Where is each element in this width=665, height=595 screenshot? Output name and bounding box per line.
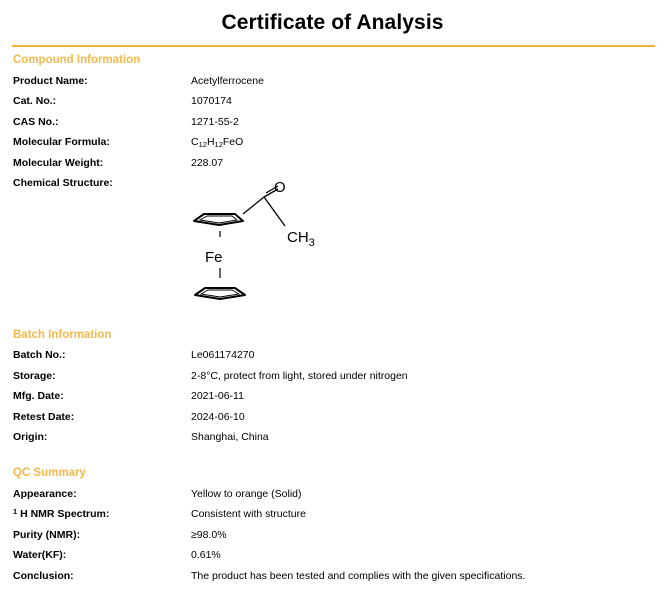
formula-carbon: C (191, 136, 199, 148)
storage-label: Storage: (13, 370, 56, 382)
product-name-label: Product Name: (13, 75, 88, 87)
cas-no-value: 1271-55-2 (191, 116, 239, 128)
ring-to-carbonyl-bond (243, 197, 264, 214)
batch-no-label: Batch No.: (13, 349, 66, 361)
purity-label: Purity (NMR): (13, 529, 81, 541)
formula-hydrogen: H (206, 136, 215, 148)
cat-no-value: 1070174 (191, 95, 232, 107)
hnmr-label-superscript: 1 (13, 507, 18, 516)
oxygen-atom: O (274, 179, 286, 196)
carbonyl-to-methyl-bond (264, 197, 285, 226)
formula-carbon-count: 12 (198, 140, 207, 149)
purity-value: ≥98.0% (191, 529, 227, 541)
section-heading-qc: QC Summary (13, 467, 86, 479)
hnmr-value: Consistent with structure (191, 508, 306, 520)
molecular-formula-value (191, 136, 243, 148)
appearance-value: Yellow to orange (Solid) (191, 488, 302, 500)
product-name-value: Acetylferrocene (191, 75, 264, 87)
origin-label: Origin: (13, 431, 48, 443)
mfg-date-label: Mfg. Date: (13, 390, 64, 402)
hnmr-label (13, 508, 109, 520)
conclusion-value: The product has been tested and complies with the given specifications. (191, 570, 526, 582)
title-divider (12, 45, 655, 47)
cat-no-label: Cat. No.: (13, 95, 57, 107)
storage-value: 2-8°C, protect from light, stored under nitrogen (191, 370, 408, 382)
mfg-date-value: 2021-06-11 (191, 390, 244, 402)
hnmr-label-text: H NMR Spectrum: (17, 508, 110, 520)
section-heading-compound: Compound Information (13, 54, 141, 66)
page-title: Certificate of Analysis (221, 11, 444, 34)
batch-no-value: Le061174270 (191, 349, 255, 361)
methyl-group (287, 229, 315, 249)
molecular-formula-label: Molecular Formula: (13, 136, 110, 148)
origin-value: Shanghai, China (191, 431, 269, 443)
methyl-group-subscript: 3 (308, 237, 315, 249)
cas-no-label: CAS No.: (13, 116, 59, 128)
formula-rest: FeO (222, 136, 244, 148)
retest-date-value: 2024-06-10 (191, 411, 245, 423)
section-heading-batch: Batch Information (13, 329, 112, 341)
appearance-label: Appearance: (13, 488, 77, 500)
retest-date-label: Retest Date: (13, 411, 75, 423)
water-label: Water(KF): (13, 549, 67, 561)
methyl-group-label: CH (287, 229, 309, 246)
chemical-structure-label: Chemical Structure: (13, 177, 113, 189)
conclusion-label: Conclusion: (13, 570, 74, 582)
acetylferrocene-structure (185, 173, 345, 313)
formula-hydrogen-count: 12 (214, 140, 223, 149)
molecular-weight-value: 228.07 (191, 157, 224, 169)
water-value: 0.61% (191, 549, 221, 561)
iron-atom: Fe (205, 249, 223, 266)
molecular-weight-label: Molecular Weight: (13, 157, 104, 169)
